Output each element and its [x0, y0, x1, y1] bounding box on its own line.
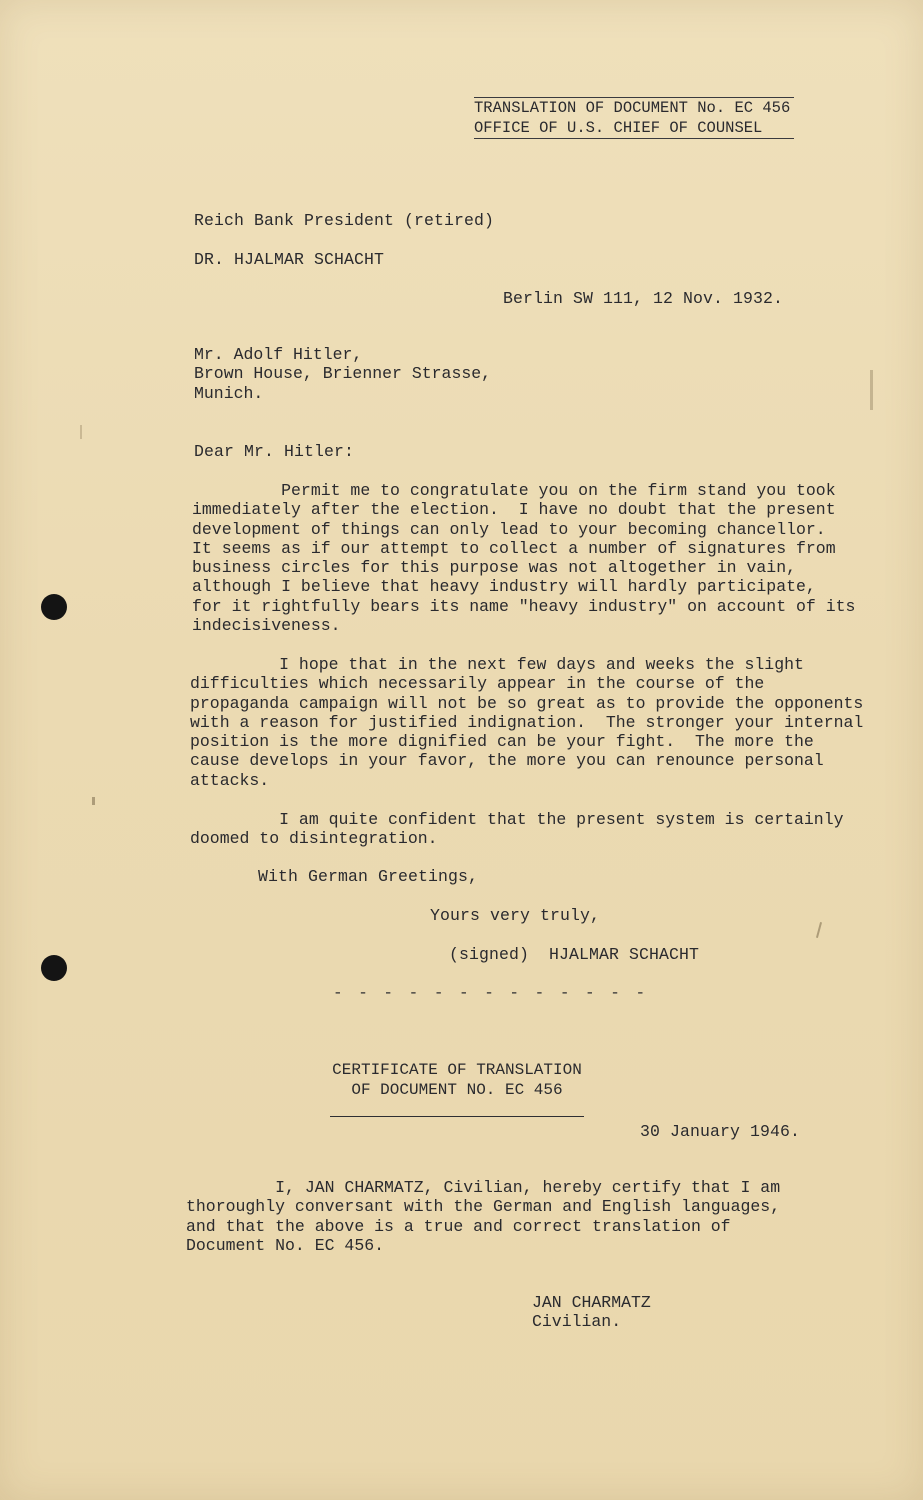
- body-line: propaganda campaign will not be so great as to provide the opponents: [190, 693, 864, 713]
- header-line-1: TRANSLATION OF DOCUMENT No. EC 456: [474, 99, 791, 117]
- certificate-title-line-2: OF DOCUMENT NO. EC 456: [351, 1081, 563, 1099]
- sender-name: DR. HJALMAR SCHACHT: [194, 250, 385, 269]
- paper-speck: [870, 370, 873, 410]
- signer-name: JAN CHARMATZ: [532, 1293, 651, 1312]
- closing-greeting: With German Greetings,: [258, 867, 479, 886]
- body-line: cause develops in your favor, the more you can renounce personal: [190, 751, 824, 771]
- certificate-title-line-1: CERTIFICATE OF TRANSLATION: [332, 1061, 582, 1079]
- certificate-underline: [330, 1116, 584, 1117]
- body-line: attacks.: [190, 770, 270, 790]
- certificate-signer: [532, 1293, 651, 1332]
- certificate-line: thoroughly conversant with the German and English languages,: [186, 1197, 781, 1217]
- body-line: Permit me to congratulate you on the firm stand you took: [192, 481, 836, 500]
- body-line: for it rightfully bears its name "heavy industry" on account of its: [192, 596, 856, 616]
- recipient-line-2: Brown House, Brienner Strasse,: [194, 364, 492, 384]
- body-paragraph-1: [192, 481, 855, 635]
- certificate-line: I, JAN CHARMATZ, Civilian, hereby certify that I am: [186, 1178, 781, 1197]
- body-paragraph-3: [190, 810, 844, 849]
- separator-line: - - - - - - - - - - - - -: [333, 984, 649, 1002]
- signer-role: Civilian.: [532, 1312, 622, 1332]
- certificate-date: 30 January 1946.: [640, 1122, 801, 1141]
- body-line: immediately after the election. I have no doubt that the present: [192, 500, 836, 520]
- certificate-title: [330, 1060, 584, 1100]
- body-line: position is the more dignified can be your fight. The more the: [190, 732, 814, 752]
- body-paragraph-2: [190, 655, 863, 790]
- recipient-line-1: Mr. Adolf Hitler,: [194, 345, 363, 364]
- closing-signature: (signed) HJALMAR SCHACHT: [449, 945, 700, 964]
- certificate-text: [186, 1178, 780, 1255]
- paper-speck: [816, 922, 822, 938]
- recipient-address: [194, 345, 491, 403]
- certificate-line: Document No. EC 456.: [186, 1235, 385, 1255]
- body-line: business circles for this purpose was not altogether in vain,: [192, 558, 796, 578]
- closing-yours: Yours very truly,: [430, 906, 601, 925]
- punch-hole-bottom: [41, 955, 67, 981]
- paper-speck: [80, 425, 82, 439]
- body-line: although I believe that heavy industry will hardly participate,: [192, 577, 816, 597]
- sender-title: Reich Bank President (retired): [194, 211, 495, 230]
- body-line: I hope that in the next few days and weeks the slight: [190, 655, 804, 674]
- body-line: It seems as if our attempt to collect a number of signatures from: [192, 538, 836, 558]
- header-line-2: OFFICE OF U.S. CHIEF OF COUNSEL: [474, 119, 763, 137]
- salutation: Dear Mr. Hitler:: [194, 442, 355, 461]
- body-line: doomed to disintegration.: [190, 829, 438, 849]
- body-line: with a reason for justified indignation. The stronger your internal: [190, 712, 864, 732]
- document-header: [474, 97, 794, 139]
- body-line: development of things can only lead to your becoming chancellor.: [192, 519, 826, 539]
- certificate-line: and that the above is a true and correct translation of: [186, 1216, 731, 1236]
- body-line: difficulties which necessarily appear in the course of the: [190, 674, 765, 694]
- paper-speck: [92, 797, 95, 805]
- body-line: indecisiveness.: [192, 616, 341, 636]
- punch-hole-top: [41, 594, 67, 620]
- place-date: Berlin SW 111, 12 Nov. 1932.: [503, 289, 784, 308]
- body-line: I am quite confident that the present system is certainly: [190, 810, 844, 829]
- recipient-line-3: Munich.: [194, 383, 264, 403]
